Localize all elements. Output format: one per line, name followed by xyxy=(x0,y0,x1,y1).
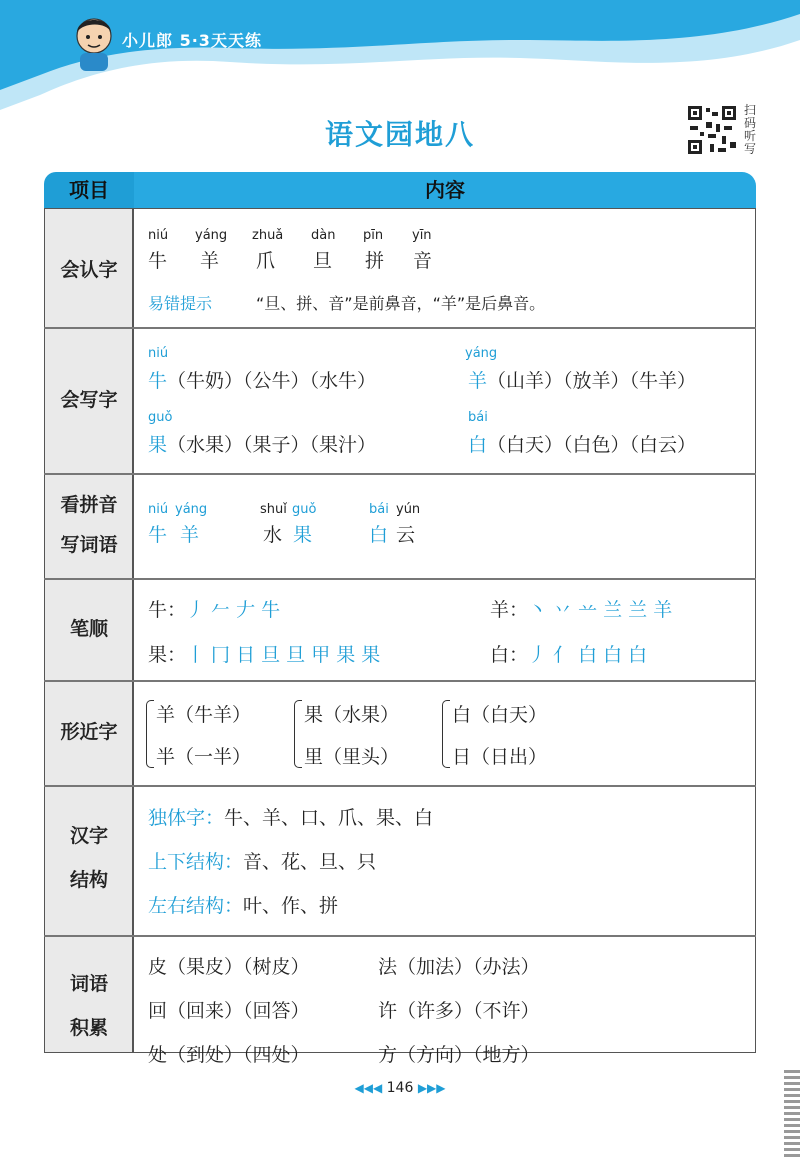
row-label-ciyu: 词语 xyxy=(69,973,108,995)
pinyin: zhuǎ xyxy=(252,228,284,243)
structure-chars: 音、花、旦、只 xyxy=(243,851,377,873)
stroke-head: 白： xyxy=(490,644,529,666)
pinyin: niú xyxy=(148,346,169,361)
hint-label: 易错提示 xyxy=(148,294,213,313)
pinyin: yáng xyxy=(195,228,228,243)
char: 羊 xyxy=(180,524,200,546)
row-label-hanzi: 汉字 xyxy=(69,825,108,847)
brace xyxy=(442,700,450,768)
char: 果 xyxy=(293,524,313,546)
row-label-huirenzi: 会认字 xyxy=(60,259,118,281)
row-label-jiegou: 结构 xyxy=(69,869,108,891)
char: 牛 xyxy=(148,524,168,546)
structure-line xyxy=(148,803,433,830)
qr-caption-char: 写 xyxy=(744,142,757,156)
word-entry xyxy=(468,430,696,457)
triangle-right-arrow-icon: ▶▶▶ xyxy=(417,1081,446,1095)
pinyin: niú xyxy=(148,228,169,243)
brand-title xyxy=(122,28,262,51)
pinyin: yīn xyxy=(412,228,432,243)
row-divider xyxy=(44,473,756,475)
row-label-bishun: 笔顺 xyxy=(69,618,108,640)
pinyin: guǒ xyxy=(148,410,173,425)
stroke-sequence: 丿 𠂉 𠂇 牛 xyxy=(186,599,281,621)
similar-char: 羊（牛羊） xyxy=(156,704,252,726)
pinyin: yáng xyxy=(465,346,498,361)
word-group: 许（许多）（不许） xyxy=(378,1000,540,1022)
row-label-jilei: 积累 xyxy=(69,1017,108,1039)
table-header-item xyxy=(44,172,134,208)
char: 水 xyxy=(263,524,283,546)
triangle-left-arrow-icon: ◀◀◀ xyxy=(354,1081,383,1095)
qr-caption xyxy=(744,104,760,156)
char: 拼 xyxy=(365,250,385,272)
char: 白 xyxy=(468,434,488,456)
word-group: 皮（果皮）（树皮） xyxy=(148,956,310,978)
boy-mascot-icon xyxy=(66,10,122,74)
structure-line xyxy=(148,891,338,918)
structure-type: 独体字： xyxy=(148,807,225,829)
page-title: 语文园地八 xyxy=(324,118,475,151)
page-edge-marks xyxy=(784,1070,800,1160)
stroke-head: 果： xyxy=(148,644,187,666)
qr-caption-char: 听 xyxy=(744,129,757,143)
brace xyxy=(146,700,154,768)
char: 牛 xyxy=(148,250,168,272)
stroke-head: 羊： xyxy=(490,599,529,621)
stroke-order xyxy=(490,595,672,622)
pinyin: yáng xyxy=(175,502,208,517)
row-divider xyxy=(44,680,756,682)
structure-line xyxy=(148,847,376,874)
row-divider xyxy=(44,578,756,580)
hint-text: “旦、拼、音”是前鼻音，“羊”是后鼻音。 xyxy=(256,294,546,313)
row-label-kanpinyin: 看拼音 xyxy=(60,494,118,516)
row-divider xyxy=(44,327,756,329)
row-label-xingjinzi: 形近字 xyxy=(60,721,118,743)
structure-chars: 牛、羊、口、爪、果、白 xyxy=(224,807,434,829)
pinyin: niú xyxy=(148,502,169,517)
structure-type: 上下结构： xyxy=(148,851,244,873)
header-item-label: 项目 xyxy=(69,178,109,202)
char: 旦 xyxy=(313,250,333,272)
qr-caption-char: 扫 xyxy=(744,103,757,117)
pinyin: pīn xyxy=(363,228,384,243)
word-entry xyxy=(468,366,696,393)
table-frame xyxy=(44,208,756,1053)
word-group: 处（到处）（四处） xyxy=(148,1044,310,1066)
pinyin: yún xyxy=(396,502,421,517)
word-entry xyxy=(148,430,376,457)
row-label-huixiezi: 会写字 xyxy=(60,389,118,411)
structure-chars: 叶、作、拼 xyxy=(243,895,339,917)
stroke-sequence: 丨 冂 日 旦 旦 甲 果 果 xyxy=(186,644,381,666)
qr-code-icon[interactable] xyxy=(686,104,738,156)
char: 牛 xyxy=(148,370,168,392)
word-group: 方（方向）（地方） xyxy=(378,1044,540,1066)
page-number: 146 xyxy=(386,1080,414,1096)
char: 果 xyxy=(148,434,168,456)
char: 音 xyxy=(413,250,433,272)
row-divider xyxy=(44,785,756,787)
page-footer xyxy=(0,1080,800,1096)
words: （牛奶）（公牛）（水牛） xyxy=(167,370,377,392)
pinyin: guǒ xyxy=(292,502,317,517)
row-label-xieciyu: 写词语 xyxy=(60,534,118,556)
similar-char: 果（水果） xyxy=(304,704,400,726)
similar-char: 日（日出） xyxy=(452,746,548,768)
structure-type: 左右结构： xyxy=(148,895,244,917)
words: （山羊）（放羊）（牛羊） xyxy=(487,370,697,392)
pinyin: shuǐ xyxy=(260,502,287,517)
stroke-head: 牛： xyxy=(148,599,187,621)
char: 云 xyxy=(396,524,416,546)
word-entry xyxy=(148,366,376,393)
words: （水果）（果子）（果汁） xyxy=(167,434,377,456)
word-group: 法（加法）（办法） xyxy=(378,956,540,978)
pinyin: dàn xyxy=(311,228,336,243)
word-group: 回（回来）（回答） xyxy=(148,1000,310,1022)
char: 羊 xyxy=(468,370,488,392)
stroke-sequence: 丿 亻 白 白 白 xyxy=(528,644,648,666)
brace xyxy=(294,700,302,768)
char: 羊 xyxy=(200,250,220,272)
stroke-order xyxy=(148,595,280,622)
table-header-content xyxy=(134,172,756,208)
similar-char: 半（一半） xyxy=(156,746,252,768)
char: 爪 xyxy=(256,250,276,272)
pinyin: bái xyxy=(468,410,488,425)
similar-char: 白（白天） xyxy=(452,704,548,726)
pinyin: bái xyxy=(369,502,389,517)
brand-line: 小儿郎 xyxy=(122,31,174,50)
header-content-label: 内容 xyxy=(425,178,465,202)
stroke-sequence: 丶 丷 䒑 兰 兰 羊 xyxy=(528,599,673,621)
qr-caption-char: 码 xyxy=(744,116,757,130)
stroke-order xyxy=(490,640,647,667)
similar-char: 里（里头） xyxy=(304,746,400,768)
row-divider xyxy=(44,935,756,937)
words: （白天）（白色）（白云） xyxy=(487,434,697,456)
brand-series: 5·3天天练 xyxy=(179,31,262,50)
char: 白 xyxy=(369,524,389,546)
stroke-order xyxy=(148,640,380,667)
